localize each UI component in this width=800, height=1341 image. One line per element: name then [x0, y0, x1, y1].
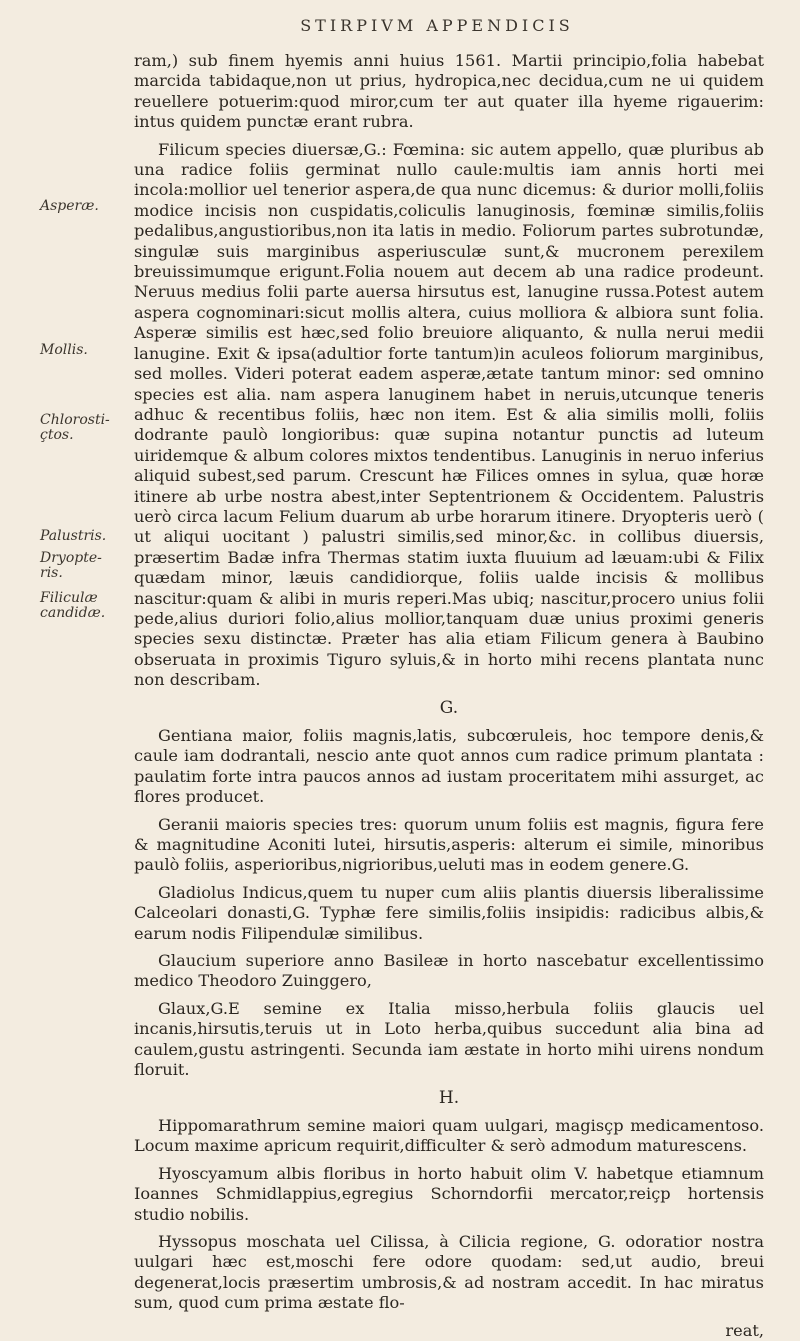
section-heading-h: H.	[438, 1087, 460, 1108]
paragraph: ram,) sub finem hyemis anni huius 1561. Martii principio,folia habebat marcida tabidaque,non ut prius, hydropica,nec decidua,cum ne ui quidem reuellere potuerim:quod miror,cum ter aut quater illa hyeme rigauerim: intus quidem punctæ erant rubra.	[134, 51, 764, 132]
paragraph: Glaucium superiore anno Basileæ in horto nascebatur excellentissimo medico Theodoro Zuinggero,	[134, 951, 764, 991]
paragraph: Hyssopus moschata uel Cilissa, à Cilicia regione, G. odoratior nostra uulgari hæc est,moschi fere odore quodam: sed,ut audio, breui degenerat,locis præsertim umbrosis,& ad nostram accedit. In hac miratus sum, quod cum prima æstate flo-	[134, 1231, 764, 1313]
margin-note-filicula: Filiculæ candidæ.	[40, 590, 106, 621]
paragraph: Gladiolus Indicus,quem tu nuper cum aliis plantis diuersis liberalissime Calceolari donasti,G. Typhæ fere similis,foliis insipidis: radicibus albis,& earum nodis Filipendulæ similibus.	[134, 882, 764, 943]
body	[40, 51, 764, 1341]
paragraph: Glaux,G.E semine ex Italia misso,herbula foliis glaucis uel incanis,hirsutis,teruis ut in Loto herba,quibus succedunt alia bina ad caulem,gustu astringenti. Secunda iam æstate in horto mihi uirens nondum floruit.	[134, 998, 764, 1080]
section-heading-g: G.	[439, 697, 459, 718]
text-column	[134, 51, 764, 1341]
margin-note-asper: Asperæ.	[40, 198, 99, 214]
margin-note-mollis: Mollis.	[40, 342, 88, 358]
paragraph: Filicum species diuersæ,G.: Fœmina: sic autem appello, quæ pluribus ab una radice foliis germinat nullo caule:multis iam annis horti mei incola:mollior uel tenerior aspera,de qua nunc dicemus: & durior molli,foliis modice incisis non cuspidatis,coliculis lanuginosis, fœminæ similis,foliis pedalibus,angustioribus,non ita latis in medio. Foliorum partes subrotundæ, singulæ suis marginibus asperiusculæ sunt,& mucronem perexilem breuissimumque erigunt.Folia nouem aut decem ab una radice prodeunt. Neruus medius folii parte auersa hirsutus est, lanugine russa.Potest autem aspera cognominari:sicut mollis altera, cuius molliora & albiora sunt folia. Asperæ similis est hæc,sed folio breuiore aliquanto, & nulla nerui medii lanugine. Exit & ipsa(adultior forte tantum)in aculeos foliorum marginibus, sed molles. Videri poterat eadem asperæ,ætate tantum minor: sed omnino species est alia. nam aspera lanuginem habet in neruis,utcunque teneris adhuc & recentibus foliis, hæc non item. Est & alia similis molli, foliis dodrante paulò longioribus: quæ supina notantur punctis ad luteum uiridemque & album colores mixtos tendentibus. Lanuginis in neruo inferius aliquid subest,sed parum. Crescunt hæ Filices omnes in sylua, quæ horæ itinere ab urbe nostra abest,inter Septentrionem & Occidentem. Palustris uerò circa lacum Felium duarum ab urbe horarum itinere. Dryopteris uerò ( ut aliqui uocitant ) palustri similis,sed minor,&c. in collibus diuersis, præsertim Badæ infra Thermas statim iuxta fluuium ad læuam:ubi & Filix quædam minor, læuis candidiorque, foliis ualde incisis & mollibus nascitur:quam & alibi in muris reperi.Mas ubiq; nascitur,procero unius folii pede,alius duriori folio,alius mollior,tanquam duæ unius proximi generis species sexu distinctæ. Præter has alia etiam Filicum genera à Baubino obseruata in proximis Tiguro syluis,& in horto mihi recens plantata nunc non describam.	[134, 139, 764, 690]
paragraph: Hippomarathrum semine maiori quam uulgari, magisçp medicamentoso. Locum maxime apricum requirit,difficulter & serò admodum maturescens.	[134, 1115, 764, 1156]
margin-note-chlorosticos: Chlorosti- çtos.	[40, 412, 110, 443]
running-head: STIRPIVM APPENDICIS	[300, 16, 574, 35]
paragraph: Gentiana maior, foliis magnis,latis, subcœruleis, hoc tempore denis,& caule iam dodrantali, nescio ante quot annos cum radice primum plantata : paulatim forte intra paucos annos ad iustam proceritatem mihi assurget, ac flores producet.	[134, 726, 764, 807]
catchword: reat,	[725, 1320, 764, 1340]
margin-note-palustris: Palustris.	[40, 528, 107, 544]
paragraph: Hyoscyamum albis floribus in horto habuit olim V. habetque etiamnum Ioannes Schmidlappius,egregius Schorndorfii mercator,reiçp hortensis studio nobilis.	[134, 1163, 764, 1224]
margin-note-dryopteris: Dryopte- ris.	[40, 550, 102, 581]
paragraph: Geranii maioris species tres: quorum unum foliis est magnis, figura fere & magnitudine Aconiti lutei, hirsutis,asperis: alterum ei simile, minoribus paulò foliis, asperioribus,nigrioribus,ueluti mas in eodem genere.G.	[134, 814, 764, 875]
